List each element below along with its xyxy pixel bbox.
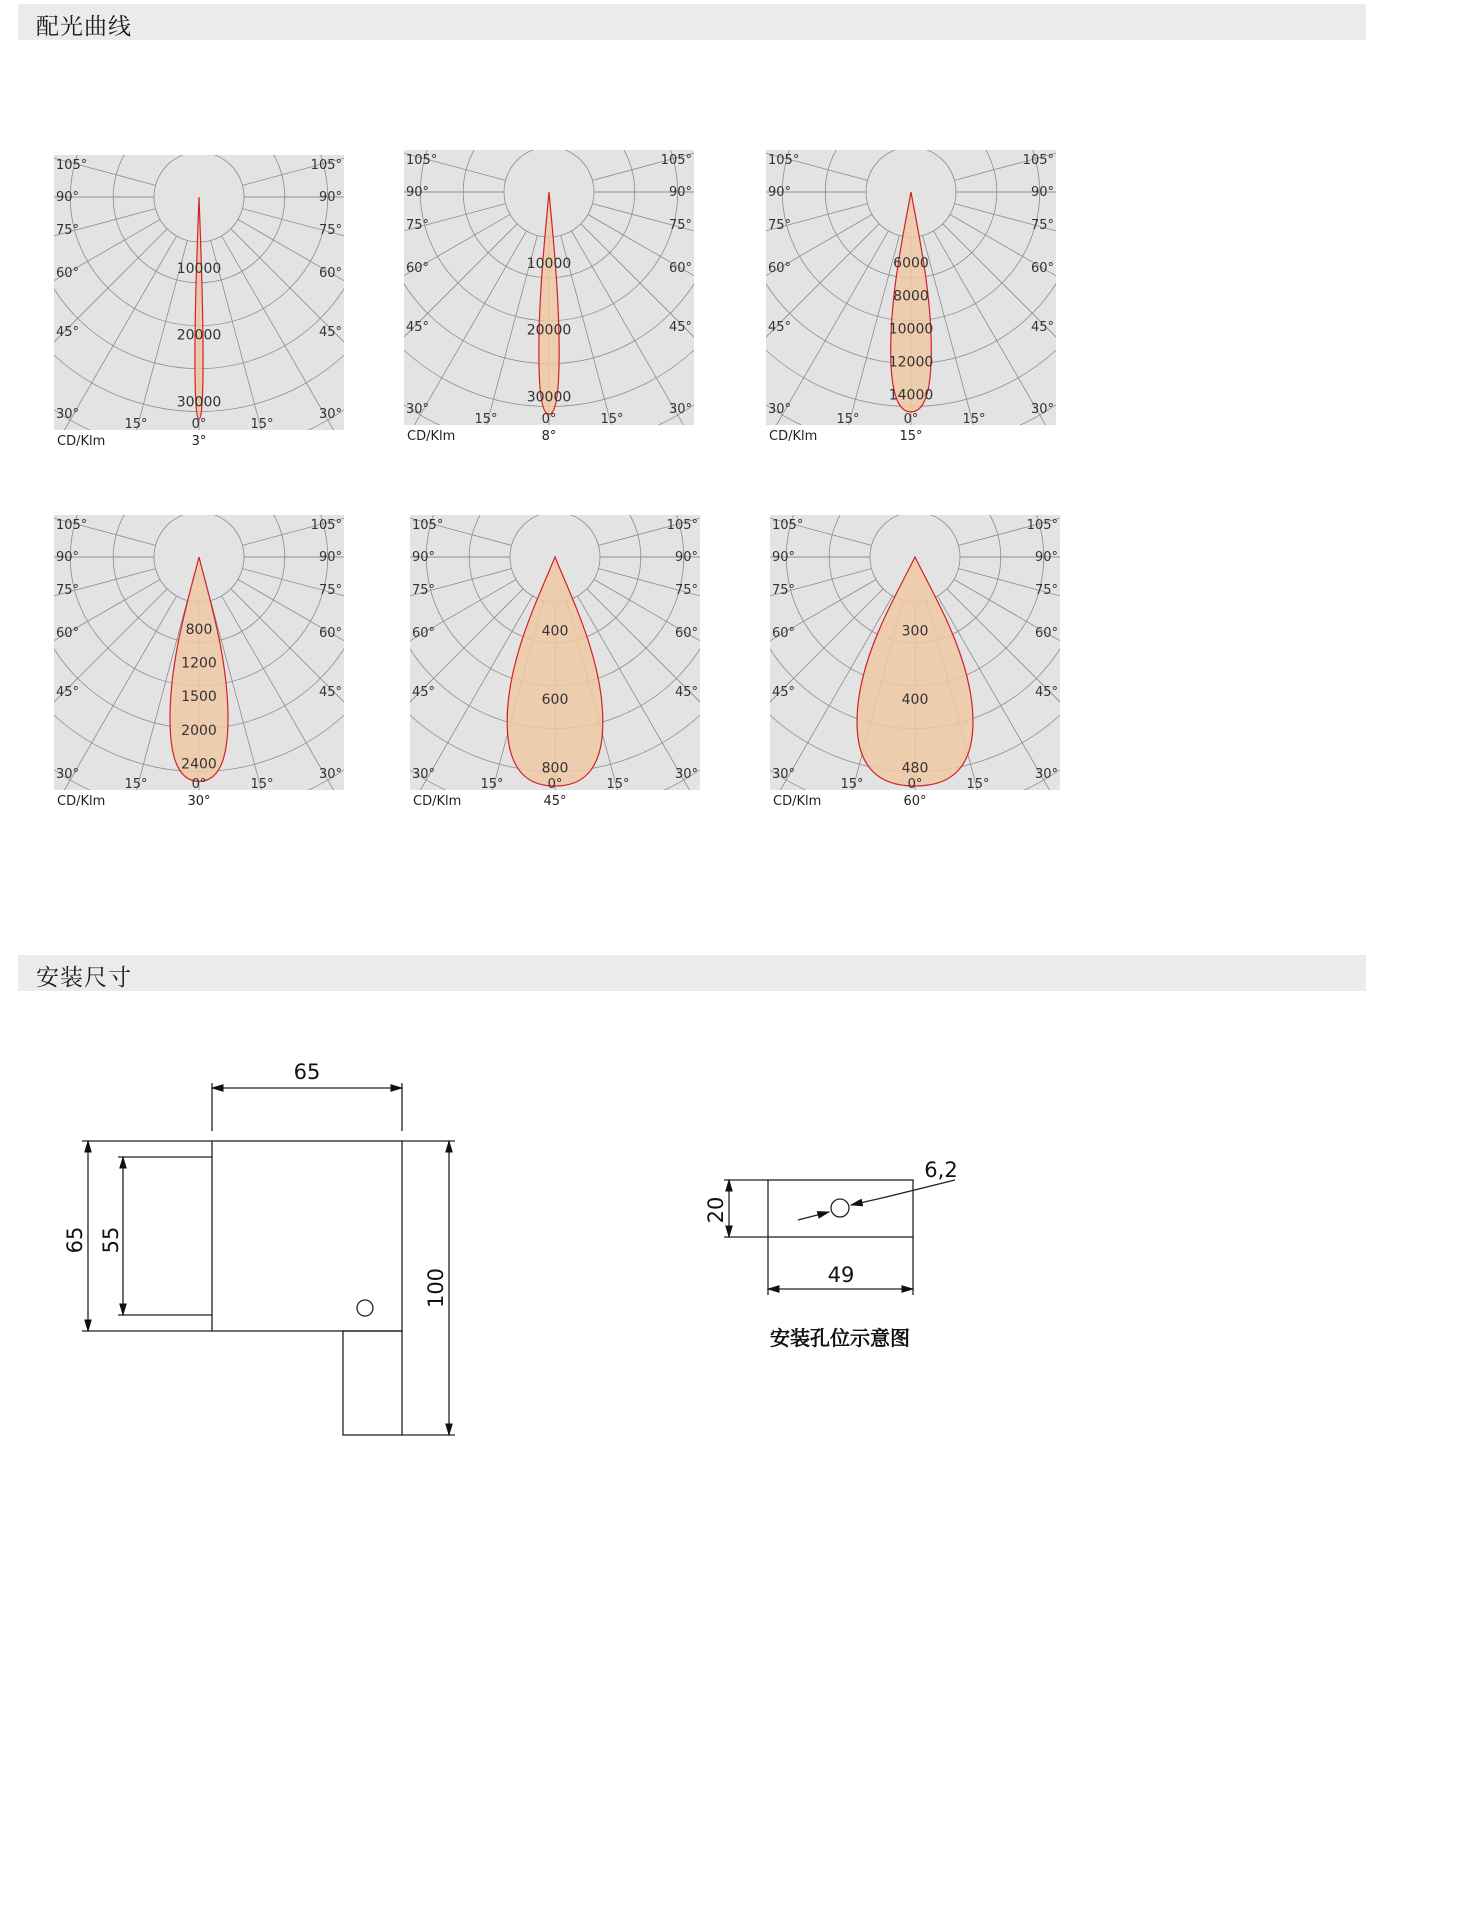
radial-value-label: 480 — [901, 760, 929, 777]
angle-label-left: 30° — [772, 767, 796, 782]
angle-label-0: 0° — [547, 777, 563, 792]
radial-value-label: 300 — [901, 623, 929, 640]
radial-value-label: 1500 — [181, 689, 217, 706]
unit-label: CD/Klm — [57, 434, 106, 449]
radial-value-label: 800 — [541, 760, 569, 777]
hole-diagram-caption: 安装孔位示意图 — [770, 1326, 910, 1350]
beam-angle-label: 15° — [899, 429, 923, 444]
unit-label: CD/Klm — [57, 794, 106, 809]
angle-label-right: 60° — [1030, 261, 1054, 276]
angle-label-right: 75° — [1030, 218, 1054, 233]
angle-label-right: 60° — [318, 626, 342, 641]
angle-label-left: 45° — [56, 325, 80, 340]
radial-value-label: 12000 — [888, 354, 934, 371]
angle-label-left: 75° — [772, 583, 796, 598]
angle-label-15-left: 15° — [836, 412, 860, 427]
angle-label-right: 45° — [674, 685, 698, 700]
radial-value-label: 2000 — [181, 722, 217, 739]
angle-label-right: 75° — [668, 218, 692, 233]
radial-value-label: 10000 — [888, 321, 934, 338]
angle-label-left: 60° — [772, 626, 796, 641]
angle-label-right: 90° — [318, 190, 342, 205]
angle-label-left: 30° — [56, 407, 80, 422]
angle-label-right: 105° — [660, 153, 692, 168]
angle-label-left: 105° — [772, 518, 804, 533]
mounting-plate — [768, 1180, 913, 1237]
angle-label-left: 90° — [772, 550, 796, 565]
angle-label-left: 90° — [56, 550, 80, 565]
angle-label-left: 90° — [412, 550, 436, 565]
angle-label-left: 105° — [56, 518, 88, 533]
beam-angle-label: 8° — [541, 429, 557, 444]
angle-label-15-left: 15° — [124, 777, 148, 792]
dim-hole-width: 49 — [827, 1263, 855, 1287]
dim-height-outer: 65 — [63, 1226, 87, 1254]
fixture-body — [212, 1141, 402, 1331]
angle-label-left: 30° — [56, 767, 80, 782]
angle-label-right: 90° — [1030, 185, 1054, 200]
angle-label-15-right: 15° — [606, 777, 630, 792]
angle-label-right: 45° — [318, 325, 342, 340]
radial-value-label: 20000 — [526, 322, 572, 339]
angle-label-right: 30° — [1030, 402, 1054, 417]
angle-label-right: 45° — [668, 320, 692, 335]
angle-label-right: 90° — [1034, 550, 1058, 565]
radial-value-label: 800 — [185, 621, 213, 638]
angle-label-15-right: 15° — [600, 412, 624, 427]
angle-label-15-right: 15° — [250, 777, 274, 792]
angle-label-left: 75° — [406, 218, 430, 233]
angle-label-left: 60° — [56, 626, 80, 641]
radial-value-label: 10000 — [176, 261, 222, 278]
angle-label-left: 105° — [406, 153, 438, 168]
angle-label-0: 0° — [541, 412, 557, 427]
angle-label-15-left: 15° — [124, 417, 148, 432]
angle-label-left: 105° — [56, 158, 88, 173]
angle-label-right: 105° — [310, 158, 342, 173]
angle-label-left: 45° — [412, 685, 436, 700]
angle-label-right: 105° — [1022, 153, 1054, 168]
beam-angle-label: 3° — [191, 434, 207, 449]
angle-label-left: 30° — [406, 402, 430, 417]
angle-label-left: 75° — [768, 218, 792, 233]
angle-label-left: 45° — [772, 685, 796, 700]
radial-value-label: 1200 — [181, 655, 217, 672]
radial-value-label: 10000 — [526, 256, 572, 273]
fixture-stem — [343, 1331, 402, 1435]
angle-label-15-right: 15° — [966, 777, 990, 792]
angle-label-right: 75° — [318, 223, 342, 238]
angle-label-15-left: 15° — [840, 777, 864, 792]
angle-label-right: 30° — [318, 767, 342, 782]
beam-angle-label: 60° — [903, 794, 927, 809]
radial-value-label: 600 — [541, 691, 569, 708]
radial-value-label: 6000 — [893, 255, 929, 272]
angle-label-right: 75° — [1034, 583, 1058, 598]
angle-label-right: 60° — [674, 626, 698, 641]
angle-label-15-right: 15° — [250, 417, 274, 432]
angle-label-right: 60° — [1034, 626, 1058, 641]
angle-label-left: 75° — [56, 583, 80, 598]
angle-label-15-left: 15° — [474, 412, 498, 427]
angle-label-right: 90° — [668, 185, 692, 200]
radial-value-label: 30000 — [526, 389, 572, 406]
radial-value-label: 20000 — [176, 327, 222, 344]
angle-label-right: 30° — [1034, 767, 1058, 782]
angle-label-left: 90° — [406, 185, 430, 200]
radial-value-label: 30000 — [176, 394, 222, 411]
radial-value-label: 400 — [541, 623, 569, 640]
angle-label-left: 30° — [412, 767, 436, 782]
angle-label-left: 105° — [768, 153, 800, 168]
unit-label: CD/Klm — [773, 794, 822, 809]
angle-label-left: 90° — [768, 185, 792, 200]
radial-value-label: 400 — [901, 691, 929, 708]
angle-label-right: 60° — [668, 261, 692, 276]
dim-hole-diameter: 6,2 — [924, 1158, 958, 1182]
hole-marker — [357, 1300, 373, 1316]
angle-label-right: 105° — [1026, 518, 1058, 533]
angle-label-right: 45° — [1030, 320, 1054, 335]
mounting-hole — [831, 1199, 849, 1217]
angle-label-left: 60° — [412, 626, 436, 641]
angle-label-left: 30° — [768, 402, 792, 417]
angle-label-left: 45° — [406, 320, 430, 335]
beam-angle-label: 30° — [187, 794, 211, 809]
angle-label-right: 105° — [666, 518, 698, 533]
section-title: 配光曲线 — [36, 14, 132, 40]
dim-height-inner: 55 — [99, 1226, 123, 1254]
angle-label-right: 90° — [318, 550, 342, 565]
angle-label-0: 0° — [191, 417, 207, 432]
angle-label-left: 45° — [768, 320, 792, 335]
dim-width-top: 65 — [293, 1060, 321, 1084]
angle-label-right: 45° — [1034, 685, 1058, 700]
dim-height-total: 100 — [424, 1267, 448, 1309]
unit-label: CD/Klm — [413, 794, 462, 809]
angle-label-right: 45° — [318, 685, 342, 700]
angle-label-15-left: 15° — [480, 777, 504, 792]
radial-value-label: 14000 — [888, 387, 934, 404]
angle-label-left: 90° — [56, 190, 80, 205]
angle-label-right: 75° — [318, 583, 342, 598]
angle-label-right: 30° — [674, 767, 698, 782]
angle-label-right: 105° — [310, 518, 342, 533]
radial-value-label: 8000 — [893, 288, 929, 305]
angle-label-0: 0° — [903, 412, 919, 427]
unit-label: CD/Klm — [407, 429, 456, 444]
beam-angle-label: 45° — [543, 794, 567, 809]
angle-label-right: 75° — [674, 583, 698, 598]
angle-label-0: 0° — [907, 777, 923, 792]
angle-label-right: 60° — [318, 266, 342, 281]
angle-label-left: 60° — [56, 266, 80, 281]
angle-label-right: 30° — [668, 402, 692, 417]
angle-label-left: 75° — [56, 223, 80, 238]
unit-label: CD/Klm — [769, 429, 818, 444]
angle-label-left: 75° — [412, 583, 436, 598]
angle-label-right: 30° — [318, 407, 342, 422]
angle-label-0: 0° — [191, 777, 207, 792]
dim-hole-height: 20 — [704, 1196, 728, 1224]
angle-label-right: 90° — [674, 550, 698, 565]
angle-label-left: 60° — [406, 261, 430, 276]
section-title: 安装尺寸 — [36, 965, 132, 991]
angle-label-left: 105° — [412, 518, 444, 533]
angle-label-15-right: 15° — [962, 412, 986, 427]
radial-value-label: 2400 — [181, 756, 217, 773]
angle-label-left: 60° — [768, 261, 792, 276]
angle-label-left: 45° — [56, 685, 80, 700]
